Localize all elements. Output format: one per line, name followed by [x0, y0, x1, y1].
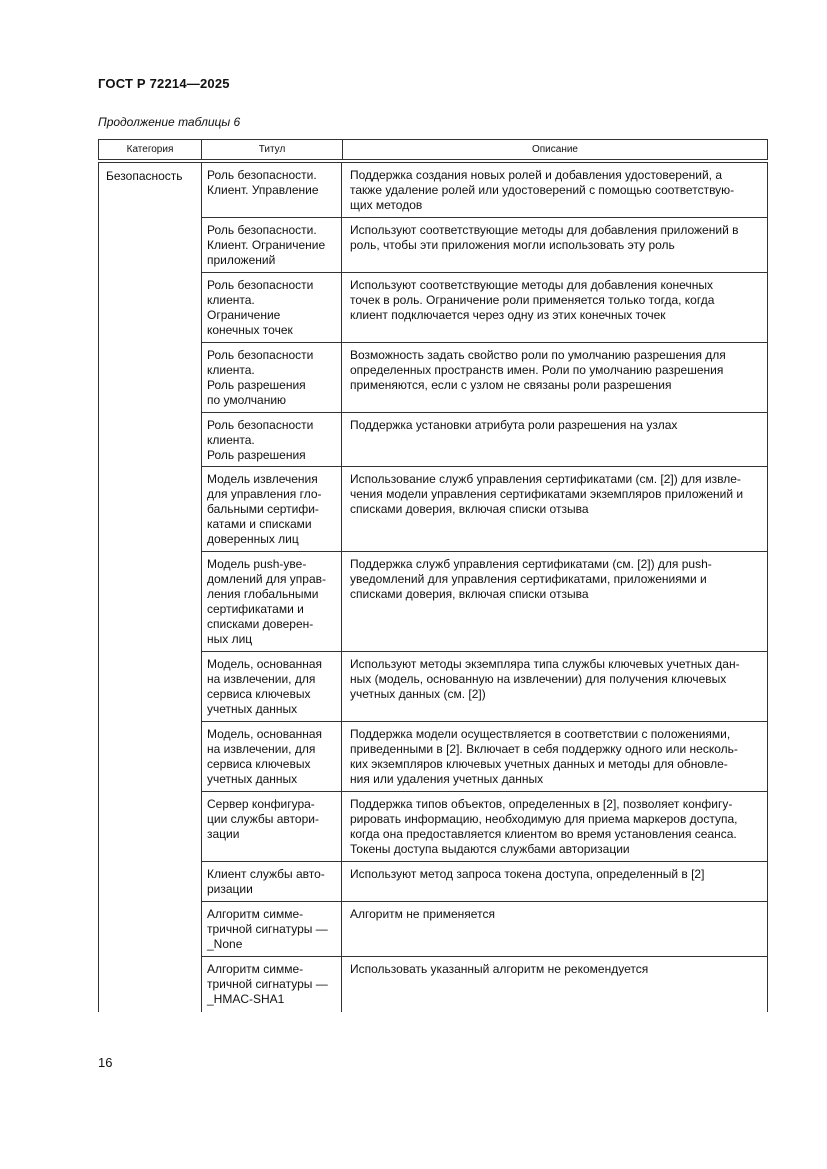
- description-cell: [342, 902, 768, 956]
- title-cell: [201, 652, 342, 721]
- description-line: ных (модель, основанную на извлечении) для получения ключевых: [350, 672, 727, 686]
- left-border: [98, 163, 99, 1012]
- title-line: ных лиц: [207, 632, 253, 646]
- header-title: Титул: [202, 140, 343, 159]
- table-row: [201, 343, 768, 413]
- table-header: [98, 139, 768, 160]
- title-line: клиента.: [207, 293, 255, 307]
- description-line: учетных данных (см. [2]): [350, 687, 486, 701]
- description-cell: [342, 652, 768, 721]
- title-line: списками доверен-: [207, 617, 314, 631]
- title-cell: [201, 413, 342, 466]
- title-cell: [201, 467, 342, 551]
- description-cell: [342, 957, 768, 1012]
- header-category: Категория: [99, 140, 202, 159]
- description-line: Используют метод запроса токена доступа, определенный в [2]: [350, 867, 705, 881]
- description-line: Токены доступа выдаются службами авторизации: [350, 842, 630, 856]
- description-line: также удаление ролей или удостоверений с помощью соответствую-: [350, 183, 735, 197]
- table-row: [201, 792, 768, 862]
- title-line: ризации: [207, 882, 253, 896]
- description-line: когда она предоставляется клиентом во время установления сеанса.: [350, 827, 737, 841]
- description-line: приведенными в [2]. Включает в себя поддержку одного или несколь-: [350, 742, 738, 756]
- title-line: Роль безопасности: [207, 278, 314, 292]
- table-caption: Продолжение таблицы 6: [98, 115, 241, 129]
- title-line: клиента.: [207, 363, 255, 377]
- table-row: [201, 163, 768, 218]
- description-line: Алгоритм не применяется: [350, 907, 495, 921]
- title-cell: [201, 218, 342, 272]
- title-cell: [201, 862, 342, 901]
- description-line: Используют соответствующие методы для добавления приложений в: [350, 223, 739, 237]
- description-line: Использовать указанный алгоритм не рекомендуется: [350, 962, 649, 976]
- table-6: [98, 139, 769, 1012]
- description-line: щих методов: [350, 198, 423, 212]
- description-cell: [342, 273, 768, 342]
- description-line: Используют методы экземпляра типа службы ключевых учетных дан-: [350, 657, 740, 671]
- description-line: роль, чтобы эти приложения могли использовать эту роль: [350, 238, 675, 252]
- table-row: [201, 218, 768, 273]
- table-row: [201, 957, 768, 1012]
- title-cell: [201, 957, 342, 1012]
- title-line: учетных данных: [207, 702, 298, 716]
- title-line: для управления гло-: [207, 487, 322, 501]
- description-line: Поддержка типов объектов, определенных в [2], позволяет конфигу-: [350, 797, 733, 811]
- title-cell: [201, 722, 342, 791]
- table-row: [201, 902, 768, 957]
- description-cell: [342, 163, 768, 217]
- title-line: тричной сигнатуры —: [207, 977, 328, 991]
- title-cell: [201, 273, 342, 342]
- title-line: Ограничение: [207, 308, 281, 322]
- page-number: 16: [98, 1055, 113, 1070]
- description-cell: [342, 792, 768, 861]
- title-line: Модель, основанная: [207, 727, 323, 741]
- title-cell: [201, 902, 342, 956]
- title-line: Модель push-уве-: [207, 557, 307, 571]
- title-line: на извлечении, для: [207, 742, 316, 756]
- table-row: [201, 722, 768, 792]
- title-line: _None: [207, 937, 243, 951]
- table-row: [201, 413, 768, 467]
- title-line: тричной сигнатуры —: [207, 922, 328, 936]
- description-cell: [342, 862, 768, 901]
- title-line: приложений: [207, 253, 276, 267]
- title-line: Клиент. Управление: [207, 183, 319, 197]
- description-line: Возможность задать свойство роли по умолчанию разрешения для: [350, 348, 726, 362]
- description-line: списками доверия, включая списки отзыва: [350, 587, 589, 601]
- description-line: клиент подключается через одну из этих конечных точек: [350, 308, 666, 322]
- header-description: Описание: [531, 144, 578, 155]
- title-cell: [201, 343, 342, 412]
- description-line: Поддержка модели осуществляется в соответствии с положениями,: [350, 727, 731, 741]
- description-line: определенных пространств имен. Роли по умолчанию разрешения: [350, 363, 724, 377]
- title-line: катами и списками: [207, 517, 312, 531]
- title-line: зации: [207, 827, 240, 841]
- description-line: Поддержка служб управления сертификатами (см. [2]) для push-: [350, 557, 712, 571]
- description-line: чения модели управления сертификатами экземпляров приложений и: [350, 487, 744, 501]
- table-row: [201, 273, 768, 343]
- description-cell: [342, 218, 768, 272]
- title-line: Клиент. Ограничение: [207, 238, 326, 252]
- title-line: сертификатами и: [207, 602, 304, 616]
- title-line: клиента.: [207, 433, 255, 447]
- title-line: ления глобальными: [207, 587, 319, 601]
- title-line: Клиент службы авто-: [207, 867, 325, 881]
- table-row: [201, 862, 768, 902]
- description-line: Используют соответствующие методы для добавления конечных: [350, 278, 713, 292]
- title-line: Роль безопасности.: [207, 223, 317, 237]
- description-line: ких экземпляров ключевых учетных данных и методы для обновле-: [350, 757, 728, 771]
- title-line: Сервер конфигура-: [207, 797, 315, 811]
- description-line: Поддержка создания новых ролей и добавления удостоверений, а: [350, 168, 722, 182]
- description-line: рировать информацию, необходимую для приема маркеров доступа,: [350, 812, 738, 826]
- description-line: Поддержка установки атрибута роли разрешения на узлах: [350, 418, 678, 432]
- title-line: доверенных лиц: [207, 532, 299, 546]
- title-line: Роль разрешения: [207, 378, 306, 392]
- title-line: на извлечении, для: [207, 672, 316, 686]
- document-code: ГОСТ Р 72214—2025: [98, 76, 230, 91]
- title-line: _HMAC-SHA1: [207, 992, 285, 1006]
- title-line: Роль разрешения: [207, 448, 306, 462]
- title-line: Модель, основанная: [207, 657, 323, 671]
- description-cell: [342, 413, 768, 466]
- description-line: применяются, если с узлом не связаны роли разрешения: [350, 378, 672, 392]
- title-line: сервиса ключевых: [207, 757, 311, 771]
- description-cell: [342, 722, 768, 791]
- title-line: Модель извлечения: [207, 472, 318, 486]
- description-line: точек в роль. Ограничение роли применяется только тогда, когда: [350, 293, 715, 307]
- title-cell: [201, 552, 342, 651]
- title-cell: [201, 163, 342, 217]
- title-line: ции службы автори-: [207, 812, 319, 826]
- title-cell: [201, 792, 342, 861]
- title-line: учетных данных: [207, 772, 298, 786]
- table-row: [201, 552, 768, 652]
- description-cell: [342, 467, 768, 551]
- description-line: уведомлений для управления сертификатами, приложениями и: [350, 572, 707, 586]
- description-line: списками доверия, включая списки отзыва: [350, 502, 589, 516]
- title-line: домлений для управ-: [207, 572, 327, 586]
- description-cell: [342, 552, 768, 651]
- title-line: сервиса ключевых: [207, 687, 311, 701]
- title-line: Алгоритм симме-: [207, 907, 304, 921]
- title-line: конечных точек: [207, 323, 293, 337]
- title-line: Роль безопасности: [207, 418, 314, 432]
- table-row: [201, 652, 768, 722]
- description-cell: [342, 343, 768, 412]
- title-line: Алгоритм симме-: [207, 962, 304, 976]
- category-cell: Безопасность: [106, 169, 183, 183]
- title-line: Роль безопасности.: [207, 168, 317, 182]
- title-line: бальными сертифи-: [207, 502, 319, 516]
- title-line: по умолчанию: [207, 393, 287, 407]
- table-row: [201, 467, 768, 552]
- description-line: Использование служб управления сертификатами (см. [2]) для извле-: [350, 472, 741, 486]
- description-line: ния или удаления учетных данных: [350, 772, 544, 786]
- title-line: Роль безопасности: [207, 348, 314, 362]
